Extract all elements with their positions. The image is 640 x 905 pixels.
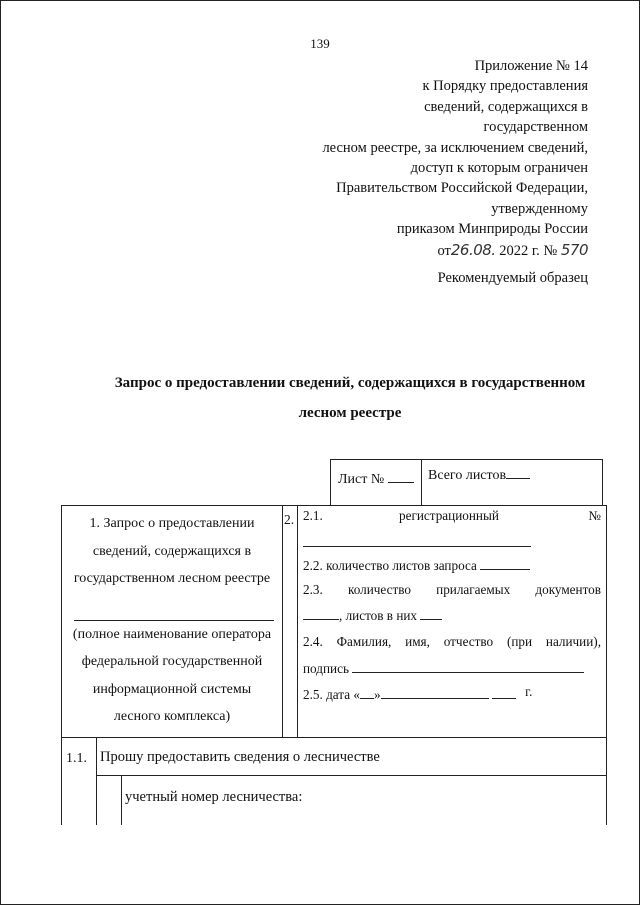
row-1-1-text: Прошу предоставить сведения о лесничестве xyxy=(100,749,380,765)
sheet-box-top xyxy=(330,459,603,460)
appendix-block xyxy=(248,56,588,261)
appendix-line: сведений, содержащихся в xyxy=(424,98,588,115)
table-top xyxy=(61,505,607,506)
item-2-2: 2.2. количество листов запроса xyxy=(303,557,601,574)
pages-count-field[interactable] xyxy=(480,557,530,570)
section-2-number: 2. xyxy=(284,512,295,527)
row-divider-1 xyxy=(61,737,607,738)
appendix-line: Приложение № 14 xyxy=(474,58,588,74)
documents-count-field[interactable] xyxy=(303,607,339,620)
handwritten-number: 570 xyxy=(560,240,588,259)
appendix-line: приказом Минприроды России xyxy=(396,221,588,238)
order-line xyxy=(248,240,588,261)
document-title xyxy=(95,368,605,428)
section-1-line: государственном лесном реестре xyxy=(73,571,271,586)
page-number: 139 xyxy=(310,36,330,51)
order-year: 2022 г. № xyxy=(495,242,558,259)
sheet-number-label: Лист № xyxy=(338,470,414,488)
section-1-line: 1. Запрос о предоставлении xyxy=(89,516,255,531)
operator-hint: федеральной государственной xyxy=(81,654,263,669)
title-line-2: лесном реестре xyxy=(298,405,402,421)
order-prefix: от xyxy=(437,242,451,259)
month-field[interactable] xyxy=(381,686,489,699)
section-1 xyxy=(64,510,280,731)
appendix-line: Правительством Российской Федерации, xyxy=(336,180,588,197)
table-right xyxy=(606,505,607,825)
operator-hint: (полное наименование оператора xyxy=(72,626,272,642)
day-field[interactable] xyxy=(360,686,374,699)
item-2-4-line-1: 2.4. Фамилия, имя, отчество (при наличии), xyxy=(303,634,601,649)
section-1-line: сведений, содержащихся в xyxy=(92,543,252,559)
total-sheets-label: Всего листов xyxy=(428,466,530,484)
recommended-sample: Рекомендуемый образец xyxy=(437,270,588,286)
operator-hint: информационной системы xyxy=(92,681,252,697)
sheet-box-right xyxy=(602,459,603,505)
row-num-divider xyxy=(96,737,97,825)
appendix-line: доступ к которым ограничен xyxy=(410,160,588,177)
item-2-5: 2.5. дата « » г. xyxy=(303,684,533,702)
title-line-1: Запрос о предоставлении сведений, содержащихся в государственном xyxy=(114,375,586,391)
year-field[interactable] xyxy=(492,686,516,699)
operator-name-field[interactable] xyxy=(74,593,274,621)
signature-field[interactable] xyxy=(352,660,584,673)
operator-hint: лесного комплекса) xyxy=(113,709,231,724)
appendix-line: государственном xyxy=(483,119,588,136)
item-2-3-line-2: , листов в них xyxy=(303,607,601,624)
item-2-3-line-1: 2.3. количество прилагаемых документов xyxy=(303,582,601,597)
appendix-line: лесном реестре, за исключением сведений, xyxy=(322,139,588,156)
forestry-account-number-label: учетный номер лесничества: xyxy=(125,789,303,805)
registration-number-field[interactable] xyxy=(303,546,531,547)
row-1-1-number: 1.1. xyxy=(66,751,87,766)
item-2-1: 2.1. регистрационный № xyxy=(303,508,601,523)
item-2-4-line-2: подпись xyxy=(303,660,601,677)
col-divider-2 xyxy=(297,505,298,737)
sheet-box-divider xyxy=(421,459,422,505)
documents-pages-field[interactable] xyxy=(420,607,442,620)
appendix-line: утвержденному xyxy=(491,200,588,217)
row-divider-2 xyxy=(96,775,607,776)
sheet-box-left xyxy=(330,459,331,505)
table-left xyxy=(61,505,62,825)
handwritten-date: 26.08. xyxy=(450,240,496,259)
col-divider-1 xyxy=(282,505,283,737)
sub-col-divider xyxy=(121,775,122,825)
appendix-line: к Порядку предоставления xyxy=(422,78,588,95)
